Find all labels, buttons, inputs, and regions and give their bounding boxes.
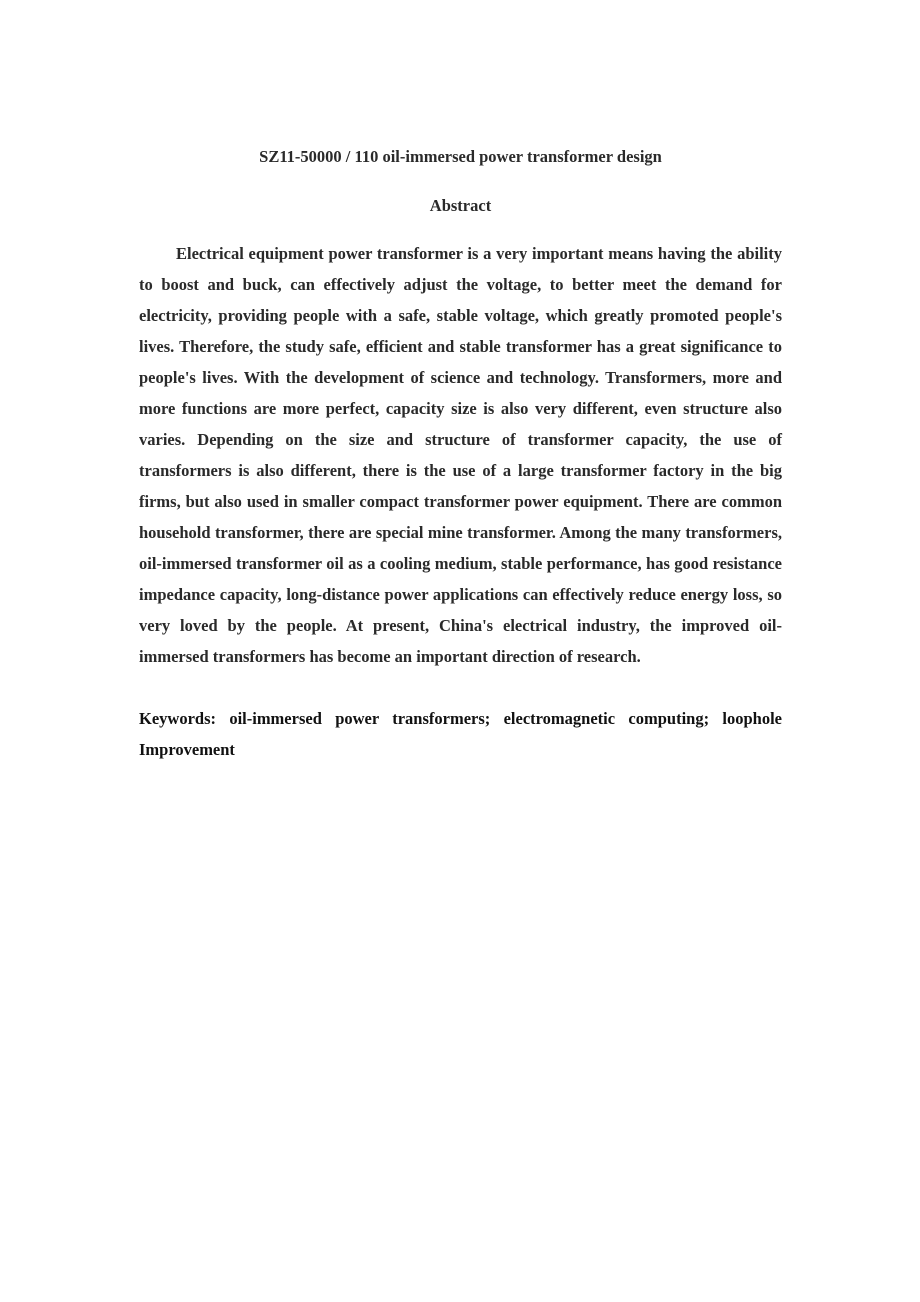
document-content bbox=[139, 140, 782, 765]
document-title: SZ11-50000 / 110 oil-immersed power transformer design bbox=[259, 147, 662, 166]
abstract-paragraph: Electrical equipment power transformer is a very important means having the ability to boost and buck, can effectively adjust the voltage, to better meet the demand for electricity, providing people with a safe, stable voltage, which greatly promoted people's lives. Therefore, the study safe, efficient and stable transformer has a great significance to people's lives. With the development of science and technology. Transformers, more and more functions are more perfect, capacity size is also very different, even structure also varies. Depending on the size and structure of transformer capacity, the use of transformers is also different, there is the use of a large transformer factory in the big firms, but also used in smaller compact transformer power equipment. There are common household transformer, there are special mine transformer. Among the many transformers, oil-immersed transformer oil as a cooling medium, stable performance, has good resistance impedance capacity, long-distance power applications can effectively reduce energy loss, so very loved by the people. At present, China's electrical industry, the improved oil-immersed transformers has become an important direction of research. bbox=[139, 244, 782, 666]
keywords-paragraph: Keywords: oil-immersed power transformers; electromagnetic computing; loophole Improvement bbox=[139, 709, 782, 759]
abstract-heading: Abstract bbox=[429, 196, 492, 215]
